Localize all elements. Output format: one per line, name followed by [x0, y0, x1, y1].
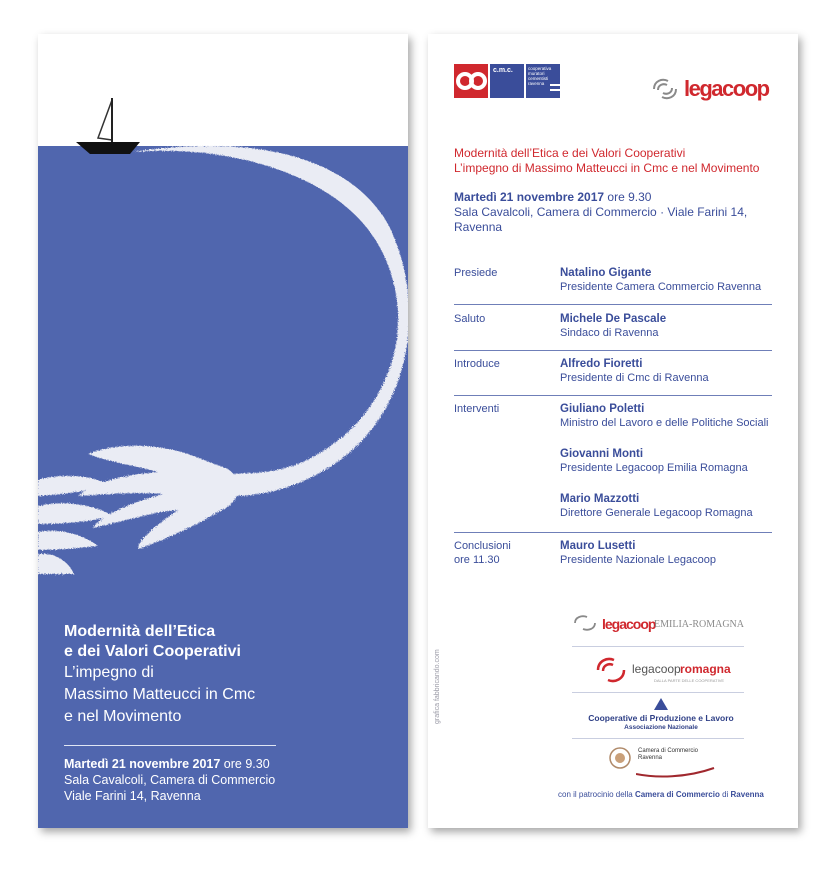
triangle-icon	[654, 698, 668, 710]
cover-subtitle	[64, 662, 384, 728]
program-row	[454, 266, 772, 305]
cover-time: ore 9.30	[220, 757, 270, 771]
speaker-title: Ministro del Lavoro e delle Politiche Sociali	[560, 417, 769, 429]
legacoop-wordmark: legacoop	[684, 76, 769, 101]
legacoop-romagna-logo	[594, 654, 744, 688]
cover-venue-line2: Viale Farini 14, Ravenna	[64, 789, 201, 803]
legacoop-romagna-region: romagna	[680, 662, 731, 676]
cover-panel	[38, 34, 408, 828]
swoosh-icon	[636, 766, 716, 778]
cover-date: Martedì 21 novembre 2017	[64, 757, 221, 771]
cdc-line1: Camera di Commercio	[638, 748, 699, 754]
legacoop-romagna-tagline: DALLA PARTE DELLE COOPERATIVE	[654, 678, 725, 683]
patronage-pre: con il patrocinio della	[558, 790, 635, 799]
patronage-mid: di	[719, 790, 731, 799]
cover-divider	[64, 745, 276, 746]
speaker-name: Natalino Gigante	[560, 267, 652, 279]
cover-title-line1: Modernità dell’Etica	[64, 623, 216, 640]
cmc-text	[528, 66, 551, 86]
cover-subtitle-line3: e nel Movimento	[64, 708, 182, 725]
cmc-text-line: cooperativa	[528, 66, 552, 71]
cover-subtitle-line1: L’impegno di	[64, 664, 154, 681]
program-role-time: ore 11.30	[454, 554, 500, 566]
program-role: Interventi	[454, 403, 500, 415]
speaker-title: Direttore Generale Legacoop Romagna	[560, 507, 753, 519]
cpl-name: Cooperative di Produzione e Lavoro	[588, 713, 734, 723]
cover-date-block	[64, 756, 275, 804]
cmc-text-line: cementisti	[528, 76, 549, 81]
speaker-name: Mario Mazzotti	[560, 493, 640, 505]
speaker-title: Sindaco di Ravenna	[560, 327, 659, 339]
program-role: Introduce	[454, 358, 500, 370]
patronage-line	[558, 790, 764, 799]
camera-commercio-logo	[608, 744, 718, 780]
sponsor-divider	[572, 646, 744, 647]
cdc-line2: Ravenna	[638, 755, 663, 761]
event-time: ore 9.30	[604, 190, 652, 204]
legacoop-logo	[650, 74, 774, 104]
program-row	[454, 357, 772, 396]
event-date: Martedì 21 novembre 2017	[454, 190, 605, 204]
legacoop-swirl-icon	[650, 74, 680, 104]
cover-subtitle-line2: Massimo Matteucci in Cmc	[64, 686, 256, 703]
cmc-logo	[454, 64, 562, 98]
event-subtitle: L’impegno di Massimo Matteucci in Cmc e nel Movimento	[454, 161, 760, 175]
cmc-text-line: muratori	[528, 71, 545, 76]
speaker-name: Alfredo Fioretti	[560, 358, 643, 370]
speaker-name: Giovanni Monti	[560, 448, 644, 460]
sponsor-divider	[572, 738, 744, 739]
program-row	[454, 312, 772, 351]
cmc-mark: c.m.c.	[493, 67, 513, 74]
speaker-name: Michele De Pascale	[560, 313, 667, 325]
event-title: Modernità dell’Etica e dei Valori Cooperativi	[454, 146, 686, 160]
program-panel	[428, 34, 798, 828]
program-role-label: Conclusioni	[454, 540, 511, 552]
speaker-name: Giuliano Poletti	[560, 403, 645, 415]
cdc-text	[638, 748, 698, 762]
patronage-city: Ravenna	[730, 790, 764, 799]
speaker-title: Presidente di Cmc di Ravenna	[560, 372, 709, 384]
sponsor-divider	[572, 692, 744, 693]
cover-title	[64, 622, 241, 662]
legacoop-romagna-wordmark: legacoop	[632, 662, 681, 676]
program-role	[454, 539, 554, 567]
cover-title-line2: e dei Valori Cooperativi	[64, 643, 241, 660]
seal-icon	[608, 746, 632, 770]
program-row	[454, 402, 772, 533]
patronage-entity: Camera di Commercio	[634, 790, 720, 799]
event-date-block	[454, 190, 798, 235]
legacoop-er-wordmark: legacoop	[602, 616, 656, 632]
cover-venue-line1: Sala Cavalcoli, Camera di Commercio	[64, 773, 276, 787]
speaker-title: Presidente Legacoop Emilia Romagna	[560, 462, 748, 474]
legacoop-romagna-swirl-icon	[594, 654, 628, 686]
program-role: Presiede	[454, 267, 498, 279]
program-role: Saluto	[454, 313, 486, 325]
legacoop-swirl-icon	[572, 612, 598, 634]
legacoop-er-logo	[572, 612, 772, 638]
legacoop-er-region: EMILIA-ROMAGNA	[654, 619, 744, 630]
speaker-title: Presidente Nazionale Legacoop	[560, 554, 716, 566]
cpl-subtitle: Associazione Nazionale	[624, 724, 698, 731]
program-row	[454, 539, 772, 579]
event-title-block	[454, 146, 759, 176]
design-credit: grafica fabbricando.com	[434, 649, 441, 724]
cmc-text-line: ravenna	[528, 81, 545, 86]
sailboat-icon	[76, 98, 140, 154]
cpl-logo	[586, 698, 756, 734]
speaker-name: Mauro Lusetti	[560, 540, 636, 552]
event-venue: Sala Cavalcoli, Camera di Commercio · Viale Farini 14, Ravenna	[454, 205, 748, 234]
speaker-title: Presidente Camera Commercio Ravenna	[560, 281, 762, 293]
